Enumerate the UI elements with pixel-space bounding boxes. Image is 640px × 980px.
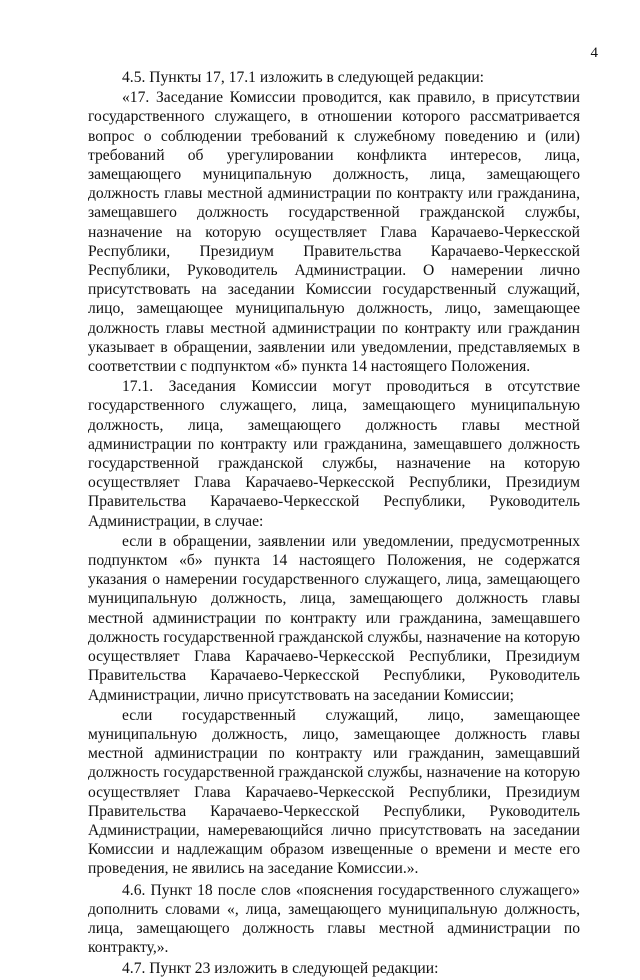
page-number: 4 — [590, 45, 598, 61]
paragraph-case-1: если в обращении, заявлении или уведомлении, предусмотренных подпунктом «б» пункта 14 настоящего Положения, не содержатся указания о намерении государственного служащего, лица, замещающего муниципальную должность, лица, замещающего должность главы местной администрации по контракту или гражданина, замещавшего должность государственной гражданской службы, назначение на которую осуществляет Глава Карачаево-Черкесской Республики, Президиум Правительства Карачаево-Черкесской Республики, Руководитель Администрации, лично присутствовать на заседании Комиссии; — [88, 532, 580, 704]
document-body — [88, 68, 580, 980]
paragraph-4-6: 4.6. Пункт 18 после слов «пояснения государственного служащего» дополнить словами «, лица, замещающего муниципальную должность, лица, замещающего должность главы местной администрации по контракту,». — [88, 881, 580, 957]
paragraph-4-7-heading: 4.7. Пункт 23 изложить в следующей редакции: — [122, 960, 439, 978]
paragraph-17-1: 17.1. Заседания Комиссии могут проводиться в отсутствие государственного служащего, лица, замещающего муниципальную должность, лица, замещающего должность главы местной администрации по контракту или гражданина, замещавшего должность государственной гражданской службы, назначение на которую осуществляет Глава Карачаево-Черкесской Республики, Президиум Правительства Карачаево-Черкесской Республики, Руководитель Администрации, в случае: — [88, 378, 580, 530]
paragraph-case-2: если государственный служащий, лицо, замещающее муниципальную должность, лицо, замещающее должность главы местной администрации по контракту или гражданин, замещавший должность государственной гражданской службы, назначение на которую осуществляет Глава Карачаево-Черкесской Республики, Президиум Правительства Карачаево-Черкесской Республики, Руководитель Администрации, намеревающийся лично присутствовать на заседании Комиссии и надлежащим образом извещенные о времени и месте его проведения, не явились на заседание Комиссии.». — [88, 706, 580, 878]
paragraph-4-5-heading: 4.5. Пункты 17, 17.1 изложить в следующей редакции: — [122, 69, 485, 86]
paragraph-17: «17. Заседание Комиссии проводится, как правило, в присутствии государственного служащего, в отношении которого рассматривается вопрос о соблюдении требований к служебному поведению и (или) требований об урегулировании конфликта интересов, лица, замещающего муниципальную должность, лица, замещающего должность главы местной администрации по контракту или гражданина, замещавшего должность государственной гражданской службы, назначение на которую осуществляет Глава Карачаево-Черкесской Республики, Президиум Правительства Карачаево-Черкесской Республики, Руководитель Администрации. О намерении лично присутствовать на заседании Комиссии государственный служащий, лицо, замещающее муниципальную должность, лицо, замещающее должность главы местной администрации по контракту или гражданин указывает в обращении, заявлении или уведомлении, представляемых в соответствии с подпунктом «б» пункта 14 настоящего Положения. — [88, 89, 580, 376]
